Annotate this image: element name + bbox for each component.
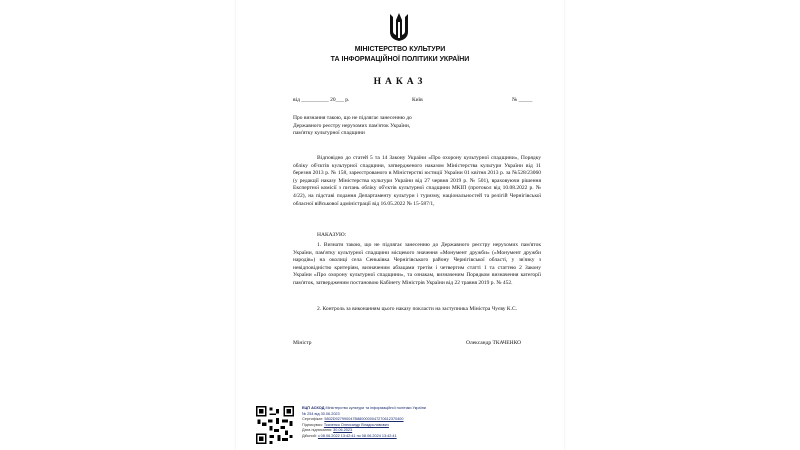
order-heading: НАКАЗУЮ: — [317, 232, 347, 238]
order-item-1: 1. Визнати такою, що не підлягає занесенню до Державного реєстру нерухомих пам'яток України, пам'ятку культурної спадщини місцевого значення «Монумент дружби» («Монумент дружби народів») на околиці села Сеньківка Чернігівського району Чернігівської області, у зв'язку з невідповідністю критеріям, визначеним абзацами третім і четвертим статті 1 та статтею 2 Закону України «Про охорону культурної спадщини», та ознакам, визначеним Порядком визначення категорії пам'яток, затвердженим постановою Кабінету Міністрів України від 22 травня 2019 р. № 452. — [293, 242, 541, 286]
ministry-name-line2: ТА ІНФОРМАЦІЙНОЇ ПОЛІТИКИ УКРАЇНИ — [330, 56, 470, 63]
order-item-2: 2. Контроль за виконанням цього наказу покласти на заступника Міністра Чуєву К.С. — [317, 306, 518, 312]
preamble-paragraph: Відповідно до статей 5 та 14 Закону України «Про охорону культурної спадщини», Порядку обліку об'єктів культурної спадщини, затвердженого наказом Міністерства культури України від 11 березня 2013 р. № 158, зареєстрованого в Міністерстві юстиції України 01 квітня 2013 р. за №528/23060 (у редакції наказу Міністерства культури України від 27 червня 2019 р. № 501), враховуючи рішення Експертної комісії з питань обліку об'єктів культурної спадщини МКІП (протокол від 10.08.2022 р. № 4/22), на підставі подання Департаменту культури і туризму, національностей та релігій Чернігівської обласної військової адміністрації від 16.05.2022 № 15-587/1, — [293, 155, 541, 207]
document-page — [236, 0, 564, 450]
stamp-sign-date: Дата підписання: 30.06.2023 — [302, 428, 353, 433]
document-subject: Про визнання такою, що не підлягає занесенню до Державного реєстру нерухомих пам'яток України, пам'ятку культурної спадщини — [293, 115, 412, 137]
qr-code-icon — [256, 406, 294, 444]
stamp-reg-number: № 254 від 30.06.2023 — [302, 411, 340, 416]
city-label: Київ — [412, 97, 423, 103]
stamp-certificate: Сертифікат: 5802D927990047B8800000047270612370400 — [302, 417, 404, 422]
stamp-header: ЕЦП АСКОД Міністерство культури та інформаційної політики України — [302, 406, 426, 410]
document-title: НАКАЗ — [373, 77, 427, 87]
signature-title: Міністр — [293, 340, 312, 346]
number-field: № _____ — [512, 97, 533, 103]
date-field: від __________ 20___ р. — [293, 97, 350, 103]
trident-emblem-icon — [388, 12, 410, 42]
digital-signature-stamp — [256, 406, 536, 448]
stamp-validity: Дійсний: з 08.06.2022 13:42:41 по 08.06.2024 13:42:41 — [302, 433, 397, 438]
signature-name: Олександр ТКАЧЕНКО — [466, 340, 522, 346]
stamp-signer: Підписувач: Ткаченко Олександр Владиславович — [302, 422, 389, 427]
ministry-name-line1: МІНІСТЕРСТВО КУЛЬТУРИ — [354, 46, 446, 53]
